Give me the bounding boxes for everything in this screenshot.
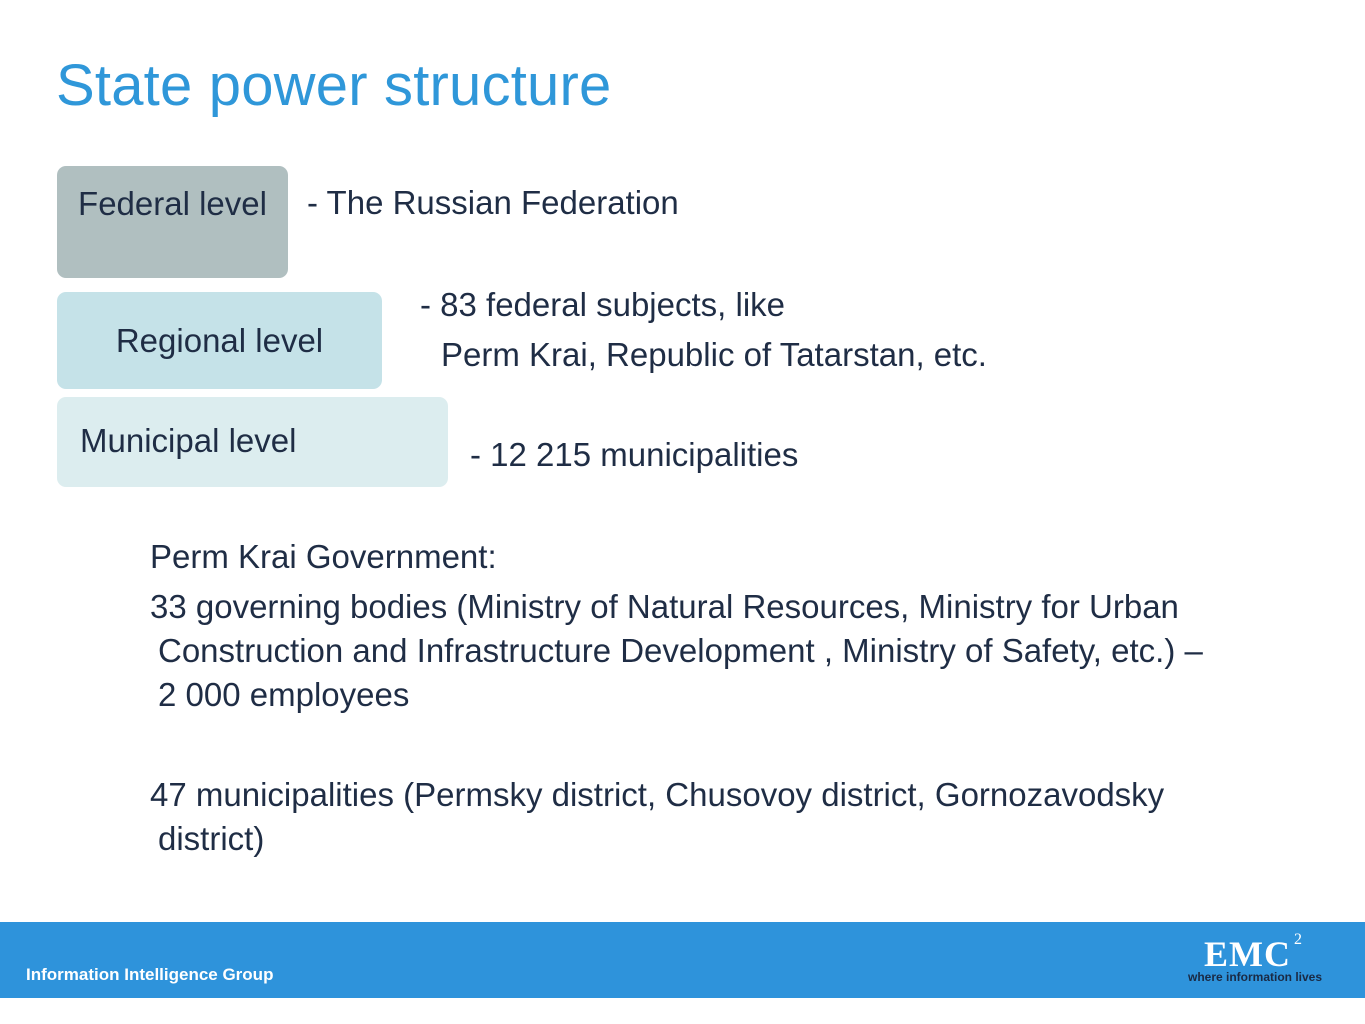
perm-government-block (150, 535, 1225, 861)
municipal-level-description: - 12 215 municipalities (470, 436, 799, 473)
bottom-strip (0, 998, 1365, 1024)
perm-government-heading: Perm Krai Government: (150, 538, 497, 575)
emc-logo-superscript: 2 (1294, 931, 1302, 948)
footer-bar (0, 922, 1365, 998)
governing-bodies-paragraph: 33 governing bodies (Ministry of Natural Resources, Ministry for Urban Construction and Infrastructure Development , Ministry of Safety, etc.) – 2 000 employees (150, 588, 1203, 713)
municipal-level-box: Municipal level (57, 397, 448, 487)
regional-level-description-line-2: Perm Krai, Republic of Tatarstan, etc. (441, 336, 987, 373)
regional-level-box: Regional level (57, 292, 382, 389)
emc-logo-tagline: where information lives (1188, 970, 1323, 984)
federal-level-description: - The Russian Federation (307, 184, 679, 221)
federal-level-box: Federal level (57, 166, 288, 278)
regional-level-description-line-1: - 83 federal subjects, like (420, 286, 786, 323)
emc-logo (1186, 931, 1326, 990)
slide-title: State power structure (56, 53, 612, 118)
emc-logo-word: EMC (1204, 934, 1291, 974)
footer-group-name: Information Intelligence Group (26, 965, 274, 984)
municipalities-paragraph: 47 municipalities (Permsky district, Chusovoy district, Gornozavodsky district) (150, 776, 1165, 857)
